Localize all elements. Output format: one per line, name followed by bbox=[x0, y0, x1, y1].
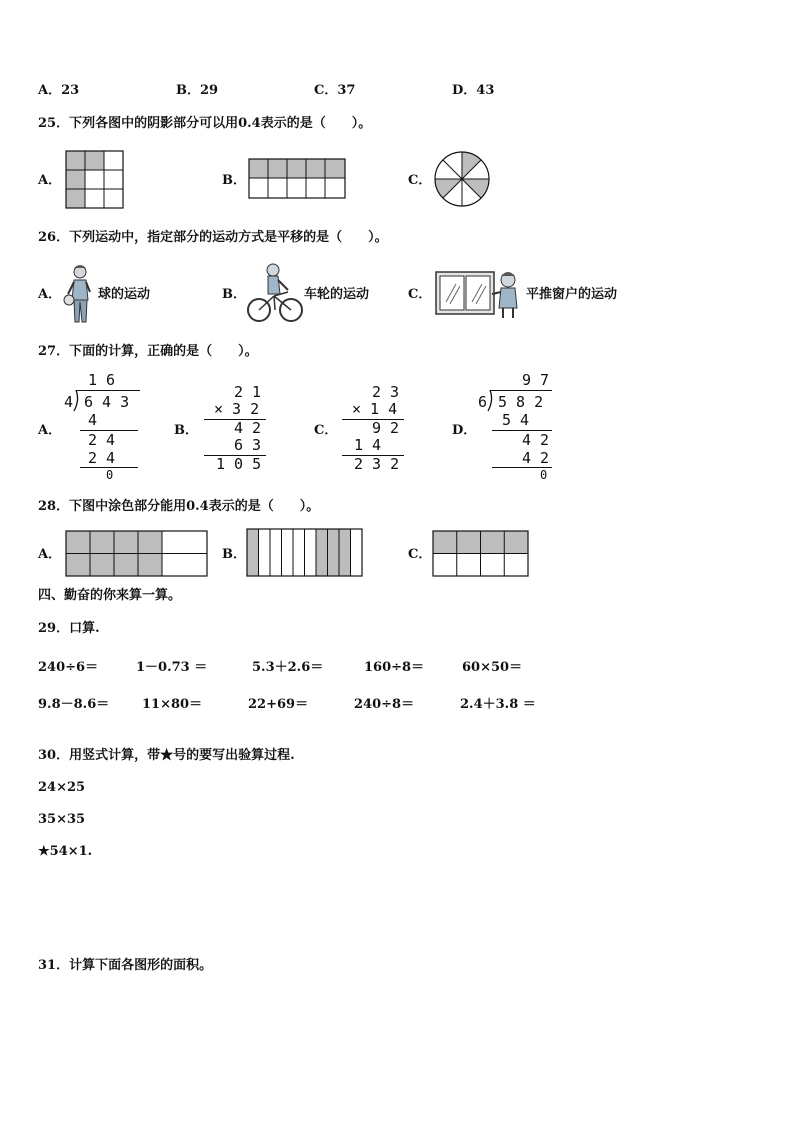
q26-label-a: A． bbox=[38, 287, 62, 302]
q25-figure-a-grid bbox=[65, 150, 125, 210]
calc-a-step3: 2 4 bbox=[88, 449, 116, 467]
question-26-stem: 26．下列运动中，指定部分的运动方式是平移的是（ ）。 bbox=[38, 230, 388, 245]
window-and-child-illustration bbox=[434, 268, 526, 318]
calc-a-long-division bbox=[62, 372, 142, 480]
calc-a-divisor: 4 bbox=[64, 393, 74, 411]
calc-d-step3: 4 2 bbox=[522, 449, 550, 467]
oral-calc-9: 240÷8＝ bbox=[354, 697, 415, 712]
calc-d-remainder: 0 bbox=[540, 468, 548, 482]
q27-label-b: B． bbox=[174, 423, 198, 438]
option-b: B．29 bbox=[176, 83, 219, 98]
calc-d-quotient: 9 7 bbox=[522, 371, 550, 389]
calc-b-partial2: 6 3 bbox=[234, 436, 262, 454]
oral-calc-3: 5.3＋2.6＝ bbox=[252, 660, 324, 675]
calc-b-partial1: 4 2 bbox=[234, 419, 262, 437]
q25-figure-c-circle bbox=[433, 150, 491, 208]
calc-b-result: 1 0 5 bbox=[216, 455, 262, 473]
question-25-stem: 25．下列各图中的阴影部分可以用0.4表示的是（ ）。 bbox=[38, 116, 372, 131]
q28-figure-c-grid bbox=[432, 530, 530, 578]
calc-a-bar bbox=[76, 390, 140, 391]
calc-a-step2: 2 4 bbox=[88, 431, 116, 449]
q25-label-a: A． bbox=[38, 173, 62, 188]
calc-b-multiplication bbox=[200, 384, 270, 474]
question-29-stem: 29．口算. bbox=[38, 621, 100, 636]
calc-d-long-division bbox=[476, 372, 556, 480]
vertical-calc-1: 24×25 bbox=[38, 780, 86, 795]
oral-calc-5: 60×50＝ bbox=[462, 660, 523, 675]
vertical-calc-2: 35×35 bbox=[38, 812, 86, 827]
calc-c-multiplication bbox=[338, 384, 408, 474]
q26-label-b: B． bbox=[222, 287, 246, 302]
calc-d-step1: 5 4 bbox=[502, 411, 530, 429]
oral-calc-8: 22+69＝ bbox=[248, 697, 309, 712]
section-4-heading: 四、勤奋的你来算一算。 bbox=[38, 588, 182, 603]
calc-d-bar bbox=[490, 390, 552, 391]
calc-d-dividend: 5 8 2 bbox=[498, 393, 544, 411]
calc-c-top: 2 3 bbox=[372, 383, 400, 401]
q27-label-a: A． bbox=[38, 423, 62, 438]
q28-label-b: B． bbox=[222, 547, 246, 562]
calc-d-step2: 4 2 bbox=[522, 431, 550, 449]
boy-dribbling-ball-illustration bbox=[62, 262, 98, 326]
oral-calc-2: 1－0.73 ＝ bbox=[136, 660, 208, 675]
calc-a-remainder: 0 bbox=[106, 468, 114, 482]
q26-caption-ball: 球的运动 bbox=[98, 287, 151, 302]
calc-b-top: 2 1 bbox=[234, 383, 262, 401]
q27-label-d: D． bbox=[452, 423, 477, 438]
calc-c-result: 2 3 2 bbox=[354, 455, 400, 473]
calc-a-dividend: 6 4 3 bbox=[84, 393, 130, 411]
option-a: A．23 bbox=[38, 83, 80, 98]
oral-calc-7: 11×80＝ bbox=[142, 697, 203, 712]
q28-figure-a-grid bbox=[65, 530, 209, 578]
question-27-stem: 27．下面的计算，正确的是（ ）。 bbox=[38, 344, 258, 359]
oral-calc-6: 9.8－8.6＝ bbox=[38, 697, 110, 712]
q25-label-b: B． bbox=[222, 173, 246, 188]
option-c: C．37 bbox=[314, 83, 356, 98]
oral-calc-1: 240÷6＝ bbox=[38, 660, 99, 675]
oral-calc-10: 2.4＋3.8 ＝ bbox=[460, 697, 536, 712]
calc-c-partial1: 9 2 bbox=[372, 419, 400, 437]
division-bracket-icon bbox=[486, 390, 494, 412]
q26-label-c: C． bbox=[408, 287, 432, 302]
q28-figure-b-strips bbox=[246, 528, 364, 578]
q28-label-a: A． bbox=[38, 547, 62, 562]
question-31-stem: 31．计算下面各图形的面积。 bbox=[38, 958, 213, 973]
calc-b-multiplier: × 3 2 bbox=[214, 400, 260, 418]
q28-label-c: C． bbox=[408, 547, 432, 562]
question-28-stem: 28．下图中涂色部分能用0.4表示的是（ ）。 bbox=[38, 499, 320, 514]
q26-caption-window: 平推窗户的运动 bbox=[526, 287, 618, 302]
calc-c-partial2: 1 4 bbox=[354, 436, 382, 454]
q25-label-c: C． bbox=[408, 173, 432, 188]
question-30-stem: 30．用竖式计算，带★号的要写出验算过程. bbox=[38, 748, 295, 763]
division-bracket-icon bbox=[72, 390, 80, 412]
calc-a-step1: 4 bbox=[88, 411, 98, 429]
q25-figure-b-grid bbox=[248, 158, 348, 200]
oral-calc-4: 160÷8＝ bbox=[364, 660, 425, 675]
calc-a-quotient: 1 6 bbox=[88, 371, 116, 389]
calc-c-multiplier: × 1 4 bbox=[352, 400, 398, 418]
q26-caption-wheel: 车轮的运动 bbox=[304, 287, 370, 302]
vertical-calc-3: ★54×1. bbox=[38, 844, 93, 859]
q27-label-c: C． bbox=[314, 423, 338, 438]
child-riding-bicycle-illustration bbox=[246, 262, 304, 324]
option-d: D．43 bbox=[452, 83, 495, 98]
calc-d-divisor: 6 bbox=[478, 393, 488, 411]
